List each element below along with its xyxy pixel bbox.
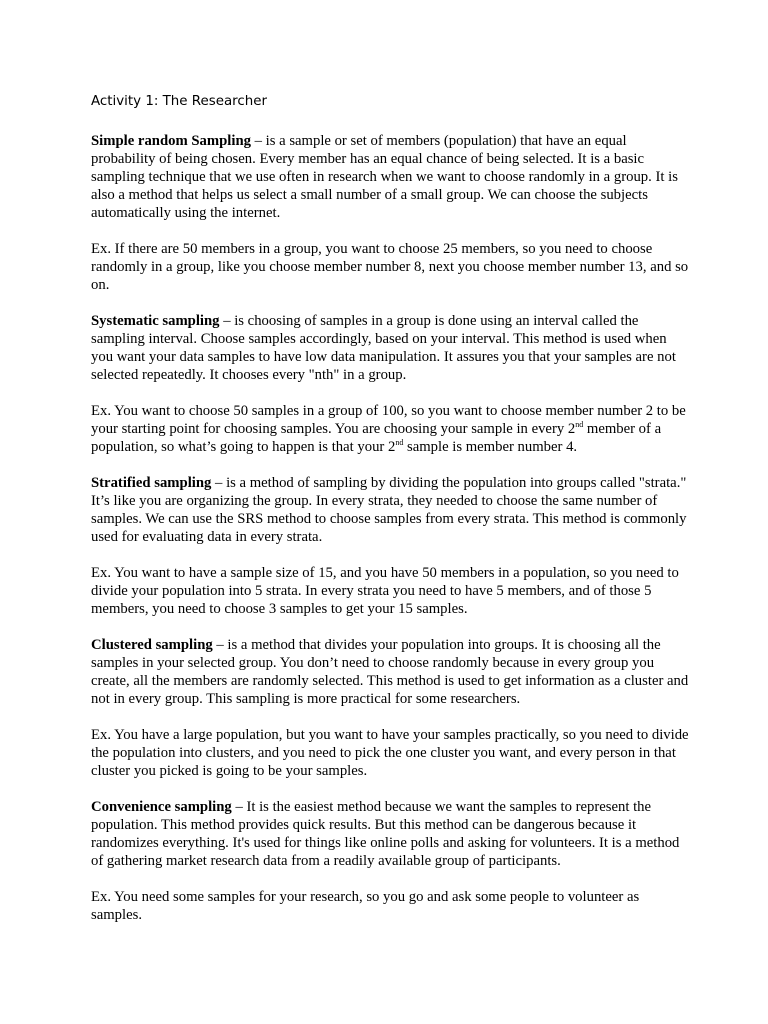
systematic-example-part-1: Ex. You want to choose 50 samples in a group of 100, so you want to choose member number 2 to be your starting point for choosing samples. You are choosing your sample in every 2 [91, 403, 686, 437]
clustered-definition [91, 636, 691, 708]
clustered-term: Clustered sampling [91, 637, 213, 653]
stratified-example: Ex. You want to have a sample size of 15, and you have 50 members in a population, so you need to divide your population into 5 strata. In every strata you need to have 5 members, and of those 5 members, you need to choose 3 samples to get your 15 samples. [91, 565, 679, 617]
systematic-definition [91, 312, 691, 384]
systematic-term: Systematic sampling [91, 313, 220, 329]
systematic-example-part-3: sample is member number 4. [403, 439, 578, 455]
simple-random-term: Simple random Sampling [91, 133, 251, 149]
systematic-text: – is choosing of samples in a group is done using an interval called the sampling interval. Choose samples accordingly, based on your interval. This method is used when you want your data samples to have low data manipulation. It assures you that your samples are not selected repeatedly. It chooses every "nth" in a group. [91, 313, 676, 383]
simple-random-definition [91, 132, 691, 222]
stratified-definition [91, 474, 691, 546]
stratified-text: – is a method of sampling by dividing the population into groups called "strata." It’s like you are organizing the group. In every strata, they needed to choose the same number of samples. We can use the SRS method to choose samples from every strata. This method is commonly used for evaluating data in every strata. [91, 475, 687, 545]
convenience-definition [91, 798, 691, 870]
activity-heading: Activity 1: The Researcher [91, 94, 267, 109]
convenience-text: – It is the easiest method because we want the samples to represent the population. This method provides quick results. But this method can be dangerous because it randomizes everything. It's used for things like online polls and asking for volunteers. It is a method of gathering market research data from a readily available group of participants. [91, 799, 680, 869]
ordinal-suffix-1: nd [575, 420, 584, 429]
document-page [91, 93, 691, 942]
ordinal-suffix-2: nd [395, 438, 404, 447]
systematic-example-part-2: member of a population, so what’s going to happen is that your 2 [91, 421, 662, 455]
convenience-term: Convenience sampling [91, 799, 232, 815]
stratified-term: Stratified sampling [91, 475, 212, 491]
simple-random-text: – is a sample or set of members (population) that have an equal probability of being chosen. Every member has an equal chance of being selected. It is a basic sampling technique that we use often in research when we want to choose randomly in a group. It is also a method that helps us select a small number of a small group. We can choose the subjects automatically using the internet. [91, 133, 678, 221]
convenience-example: Ex. You need some samples for your research, so you go and ask some people to volunteer as samples. [91, 889, 640, 923]
simple-random-example: Ex. If there are 50 members in a group, you want to choose 25 members, so you need to choose randomly in a group, like you choose member number 8, next you choose member number 13, and so on. [91, 241, 689, 293]
systematic-example [91, 402, 691, 456]
clustered-example: Ex. You have a large population, but you want to have your samples practically, so you need to divide the population into clusters, and you need to pick the one cluster you want, and every person in that cluster you picked is going to be your samples. [91, 727, 689, 779]
clustered-text: – is a method that divides your population into groups. It is choosing all the samples in your selected group. You don’t need to choose randomly because in every group you create, all the members are randomly selected. This method is used to get information as a cluster and not in every group. This sampling is more practical for some researchers. [91, 637, 689, 707]
